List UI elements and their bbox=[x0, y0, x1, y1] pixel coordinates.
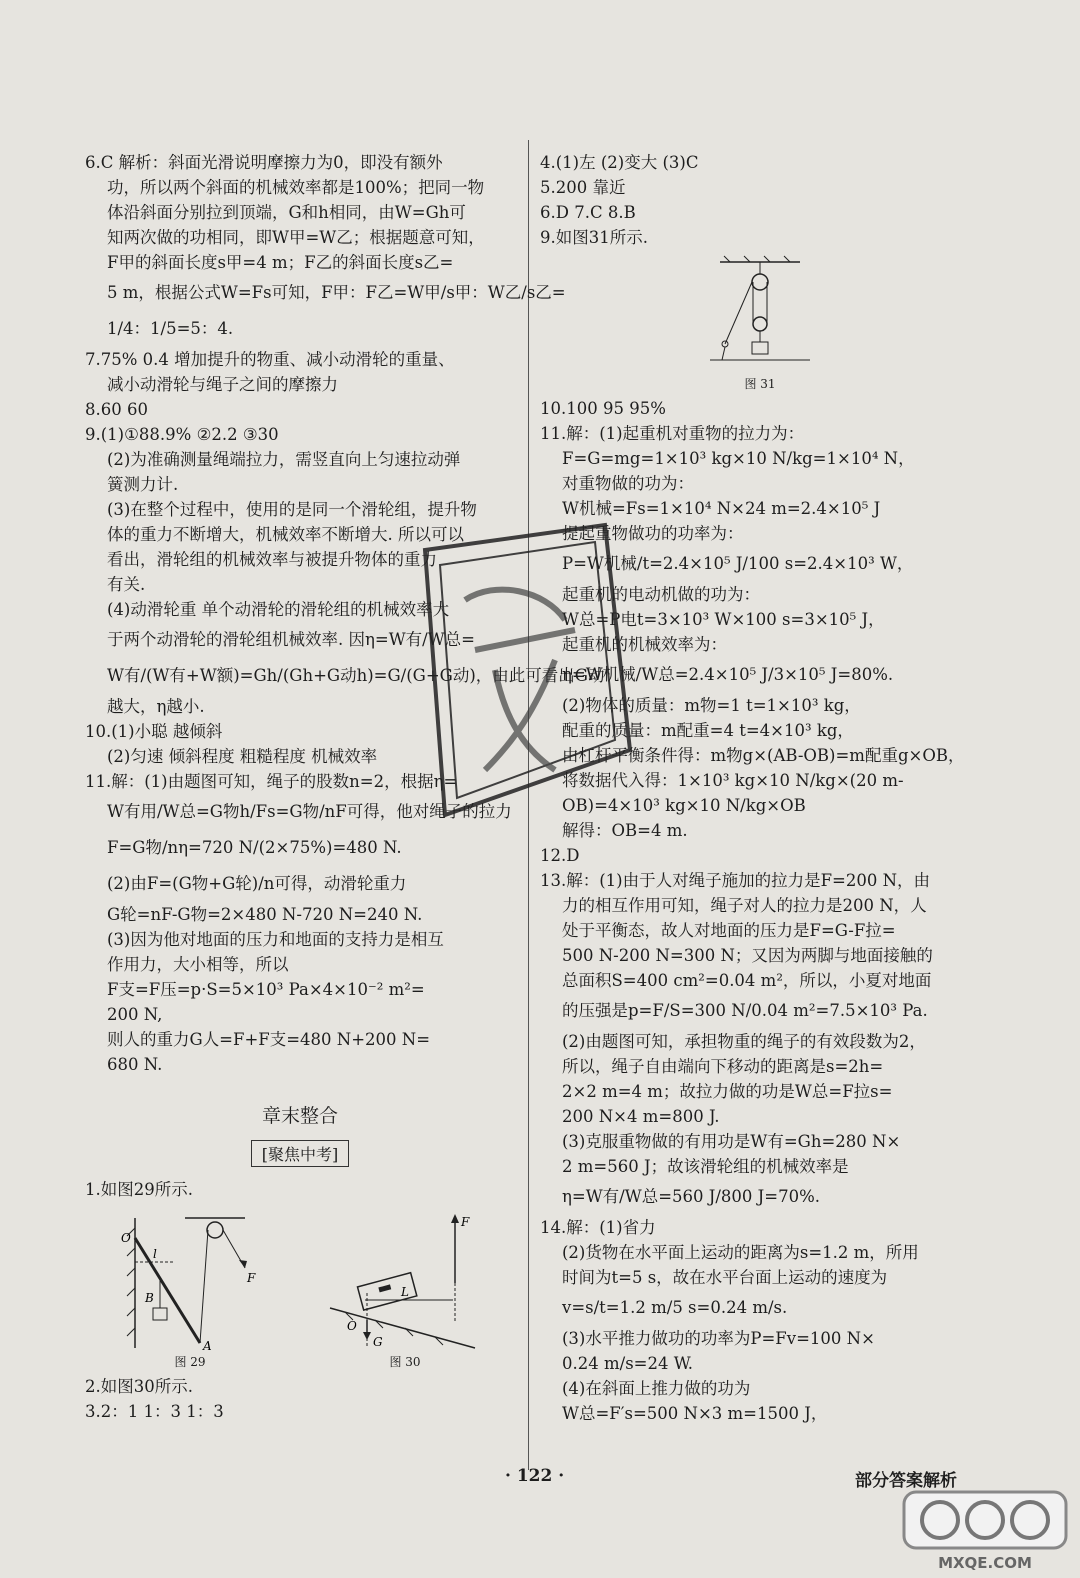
right-answer-line: 配重的质量：m配重=4 t=4×10³ kg， bbox=[562, 721, 854, 740]
right-top-answer-line: 5.200 靠近 bbox=[540, 178, 626, 197]
stamp-watermark bbox=[405, 520, 635, 820]
left-answer-line: 于两个动滑轮的滑轮组机械效率. 因η=W有/W总= bbox=[107, 630, 476, 649]
right-answer-line: 12.D bbox=[540, 846, 580, 865]
right-top-answer-block bbox=[540, 150, 980, 250]
right-answer-line: 14.解：(1)省力 bbox=[540, 1218, 656, 1237]
left-answer-line: W有用/W总=G物h/Fs=G物/nF可得，他对绳子的拉力 bbox=[107, 802, 512, 821]
label-l: l bbox=[153, 1247, 157, 1261]
right-answer-line: (3)克服重物做的有用功是W有=Gh=280 N× bbox=[562, 1132, 901, 1151]
watermark-url: MXQE.COM bbox=[938, 1554, 1032, 1572]
right-answer-line: (2)物体的质量：m物=1 t=1×10³ kg， bbox=[562, 696, 861, 715]
left-answer-line: F支=F压=p·S=5×10³ Pa×4×10⁻² m²= bbox=[107, 980, 425, 999]
left-answer-line: 5 m，根据公式W=Fs可知，F甲：F乙=W甲/s甲：W乙/s乙= bbox=[107, 283, 566, 302]
right-answer-line: 提起重物做功的功率为： bbox=[562, 524, 744, 543]
page-number: · 122 · bbox=[505, 1466, 565, 1486]
after-answer-block bbox=[85, 1177, 515, 1202]
left-answer-line: 6.C 解析：斜面光滑说明摩擦力为0，即没有额外 bbox=[85, 153, 443, 172]
focus-tag bbox=[85, 1140, 515, 1167]
figure-31-caption: 图 31 bbox=[744, 377, 776, 391]
left-answer-line: 则人的重力G人=F+F支=480 N+200 N= bbox=[107, 1030, 431, 1049]
left-answer-line: 功，所以两个斜面的机械效率都是100%；把同一物 bbox=[107, 178, 485, 197]
right-answer-line: P=W机械/t=2.4×10⁵ J/100 s=2.4×10³ W， bbox=[562, 554, 914, 573]
focus-tag-label: [聚焦中考] bbox=[251, 1140, 350, 1167]
right-answer-line: 500 N-200 N=300 N；又因为两脚与地面接触的 bbox=[562, 946, 933, 965]
left-answer-line: F甲的斜面长度s甲=4 m；F乙的斜面长度s乙= bbox=[107, 253, 454, 272]
right-answer-line: 2×2 m=4 m；故拉力做的功是W总=F拉s= bbox=[562, 1082, 893, 1101]
right-answer-line: η=W机械/W总=2.4×10⁵ J/3×10⁵ J=80%. bbox=[562, 665, 894, 684]
right-answer-line: 10.100 95 95% bbox=[540, 399, 666, 418]
right-answer-line: (2)货物在水平面上运动的距离为s=1.2 m，所用 bbox=[562, 1243, 919, 1262]
left-answer-line: 680 N. bbox=[107, 1055, 163, 1074]
left-answer-line: (2)由F=(G物+G轮)/n可得，动滑轮重力 bbox=[107, 874, 407, 893]
figure-30-caption: 图 30 bbox=[389, 1355, 421, 1369]
label-f: F bbox=[461, 1215, 470, 1229]
label-f: F bbox=[247, 1271, 256, 1285]
left-answer-line: 8.60 60 bbox=[85, 400, 148, 419]
right-answer-line: 解得：OB=4 m. bbox=[562, 821, 688, 840]
right-answer-line: 2 m=560 J；故该滑轮组的机械效率是 bbox=[562, 1157, 849, 1176]
label-a: A bbox=[203, 1339, 212, 1353]
right-answer-line: 时间为t=5 s，故在水平台面上运动的速度为 bbox=[562, 1268, 888, 1287]
right-top-answer-line: 4.(1)左 (2)变大 (3)C bbox=[540, 153, 699, 172]
right-answer-line: 200 N×4 m=800 J. bbox=[562, 1107, 720, 1126]
left-answer-line: (3)因为他对地面的压力和地面的支持力是相互 bbox=[107, 930, 444, 949]
right-answer-line: 0.24 m/s=24 W. bbox=[562, 1354, 694, 1373]
figure-row bbox=[85, 1208, 515, 1370]
right-answer-line: 对重物做的功为： bbox=[562, 474, 694, 493]
left-answer-line: (4)动滑轮重 单个动滑轮的滑轮组的机械效率大 bbox=[107, 600, 450, 619]
right-answer-line: 11.解：(1)起重机对重物的拉力为： bbox=[540, 424, 805, 443]
right-answer-line: 力的相互作用可知，绳子对人的拉力是200 N，人 bbox=[562, 896, 927, 915]
left-answer-line: 簧测力计. bbox=[107, 475, 179, 494]
left-answer-line: 越大，η越小. bbox=[107, 697, 205, 716]
figure-29 bbox=[115, 1208, 265, 1370]
left-answer-line: 11.解：(1)由题图可知，绳子的股数n=2，根据η= bbox=[85, 772, 458, 791]
after-answer-line: 1.如图29所示. bbox=[85, 1180, 193, 1199]
left-answer-line: (3)在整个过程中，使用的是同一个滑轮组，提升物 bbox=[107, 500, 477, 519]
left-answer-line: 200 N, bbox=[107, 1005, 163, 1024]
right-answer-line: 由杠杆平衡条件得：m物g×(AB-OB)=m配重g×OB， bbox=[562, 746, 965, 765]
pulley-system-diagram bbox=[700, 252, 820, 372]
left-answer-line: 体沿斜面分别拉到顶端，G和h相同，由W=Gh可 bbox=[107, 203, 466, 222]
left-answer-line: 9.(1)①88.9% ②2.2 ③30 bbox=[85, 425, 279, 444]
right-top-answer-line: 9.如图31所示. bbox=[540, 228, 648, 247]
left-answer-line: 知两次做的功相同，即W甲=W乙；根据题意可知， bbox=[107, 228, 485, 247]
section-title: 章末整合 bbox=[261, 1105, 338, 1127]
label-o: O bbox=[347, 1319, 357, 1333]
right-answer-line: v=s/t=1.2 m/5 s=0.24 m/s. bbox=[562, 1298, 788, 1317]
right-answer-line: 总面积S=400 cm²=0.04 m²，所以，小夏对地面 bbox=[562, 971, 932, 990]
right-answer-line: 起重机的电动机做的功为： bbox=[562, 585, 760, 604]
right-answer-line: 处于平衡态，故人对地面的压力是F=G-F拉= bbox=[562, 921, 896, 940]
left-answer-line: F=G物/nη=720 N/(2×75%)=480 N. bbox=[107, 838, 402, 857]
after2-answer-line: 2.如图30所示. bbox=[85, 1377, 193, 1396]
right-answer-line: 13.解：(1)由于人对绳子施加的拉力是F=200 N，由 bbox=[540, 871, 931, 890]
right-answer-line: F=G=mg=1×10³ kg×10 N/kg=1×10⁴ N， bbox=[562, 449, 915, 468]
left-answer-line: 体的重力不断增大，机械效率不断增大. 所以可以 bbox=[107, 525, 464, 544]
section-footer: 部分答案解析 bbox=[855, 1471, 957, 1491]
incline-force-diagram bbox=[325, 1208, 485, 1353]
label-o: O bbox=[121, 1231, 131, 1245]
left-answer-line: W有/(W有+W额)=Gh/(Gh+G动h)=G/(G+G动)，由此可看出G动 bbox=[107, 666, 605, 685]
left-answer-line: 减小动滑轮与绳子之间的摩擦力 bbox=[107, 375, 338, 394]
left-answer-line: 作用力，大小相等，所以 bbox=[107, 955, 289, 974]
after2-answer-line: 3.2：1 1：3 1：3 bbox=[85, 1402, 224, 1421]
site-watermark-logo bbox=[900, 1488, 1070, 1574]
label-b: B bbox=[145, 1291, 154, 1305]
right-answer-line: W总=F′s=500 N×3 m=1500 J， bbox=[562, 1404, 828, 1423]
left-answer-line: 看出，滑轮组的机械效率与被提升物体的重力 bbox=[107, 550, 437, 569]
right-answer-line: (3)水平推力做功的功率为P=Fv=100 N× bbox=[562, 1329, 875, 1348]
left-answer-line: 1/4：1/5=5：4. bbox=[107, 319, 234, 338]
right-answer-line: W总=P电t=3×10³ W×100 s=3×10⁵ J， bbox=[562, 610, 885, 629]
left-answer-line: 10.(1)小聪 越倾斜 bbox=[85, 722, 223, 741]
right-answer-line: 所以，绳子自由端向下移动的距离是s=2h= bbox=[562, 1057, 884, 1076]
after2-answer-block bbox=[85, 1374, 515, 1424]
right-answer-line: W机械=Fs=1×10⁴ N×24 m=2.4×10⁵ J bbox=[562, 499, 881, 518]
left-answer-line: 7.75% 0.4 增加提升的物重、减小动滑轮的重量、 bbox=[85, 350, 455, 369]
right-answer-line: (2)由题图可知，承担物重的绳子的有效段数为2， bbox=[562, 1032, 926, 1051]
right-answer-line: 起重机的机械效率为： bbox=[562, 635, 727, 654]
right-answer-line: OB)=4×10³ kg×10 N/kg×OB bbox=[562, 796, 806, 815]
left-answer-line: (2)为准确测量绳端拉力，需竖直向上匀速拉动弹 bbox=[107, 450, 461, 469]
label-g: G bbox=[373, 1335, 383, 1349]
figure-31 bbox=[540, 252, 980, 392]
right-answer-line: 将数据代入得：1×10³ kg×10 N/kg×(20 m- bbox=[562, 771, 904, 790]
left-answer-line: G轮=nF-G物=2×480 N-720 N=240 N. bbox=[107, 905, 423, 924]
figure-30 bbox=[325, 1208, 485, 1370]
left-answer-line: 有关. bbox=[107, 575, 146, 594]
lever-pulley-diagram bbox=[115, 1208, 265, 1353]
figure-29-caption: 图 29 bbox=[174, 1355, 206, 1369]
left-answer-line: (2)匀速 倾斜程度 粗糙程度 机械效率 bbox=[107, 747, 378, 766]
right-answer-line: (4)在斜面上推力做的功为 bbox=[562, 1379, 751, 1398]
right-top-answer-line: 6.D 7.C 8.B bbox=[540, 203, 636, 222]
right-answer-line: 的压强是p=F/S=300 N/0.04 m²=7.5×10³ Pa. bbox=[562, 1001, 928, 1020]
right-answer-line: η=W有/W总=560 J/800 J=70%. bbox=[562, 1187, 821, 1206]
label-l: L bbox=[401, 1285, 409, 1299]
